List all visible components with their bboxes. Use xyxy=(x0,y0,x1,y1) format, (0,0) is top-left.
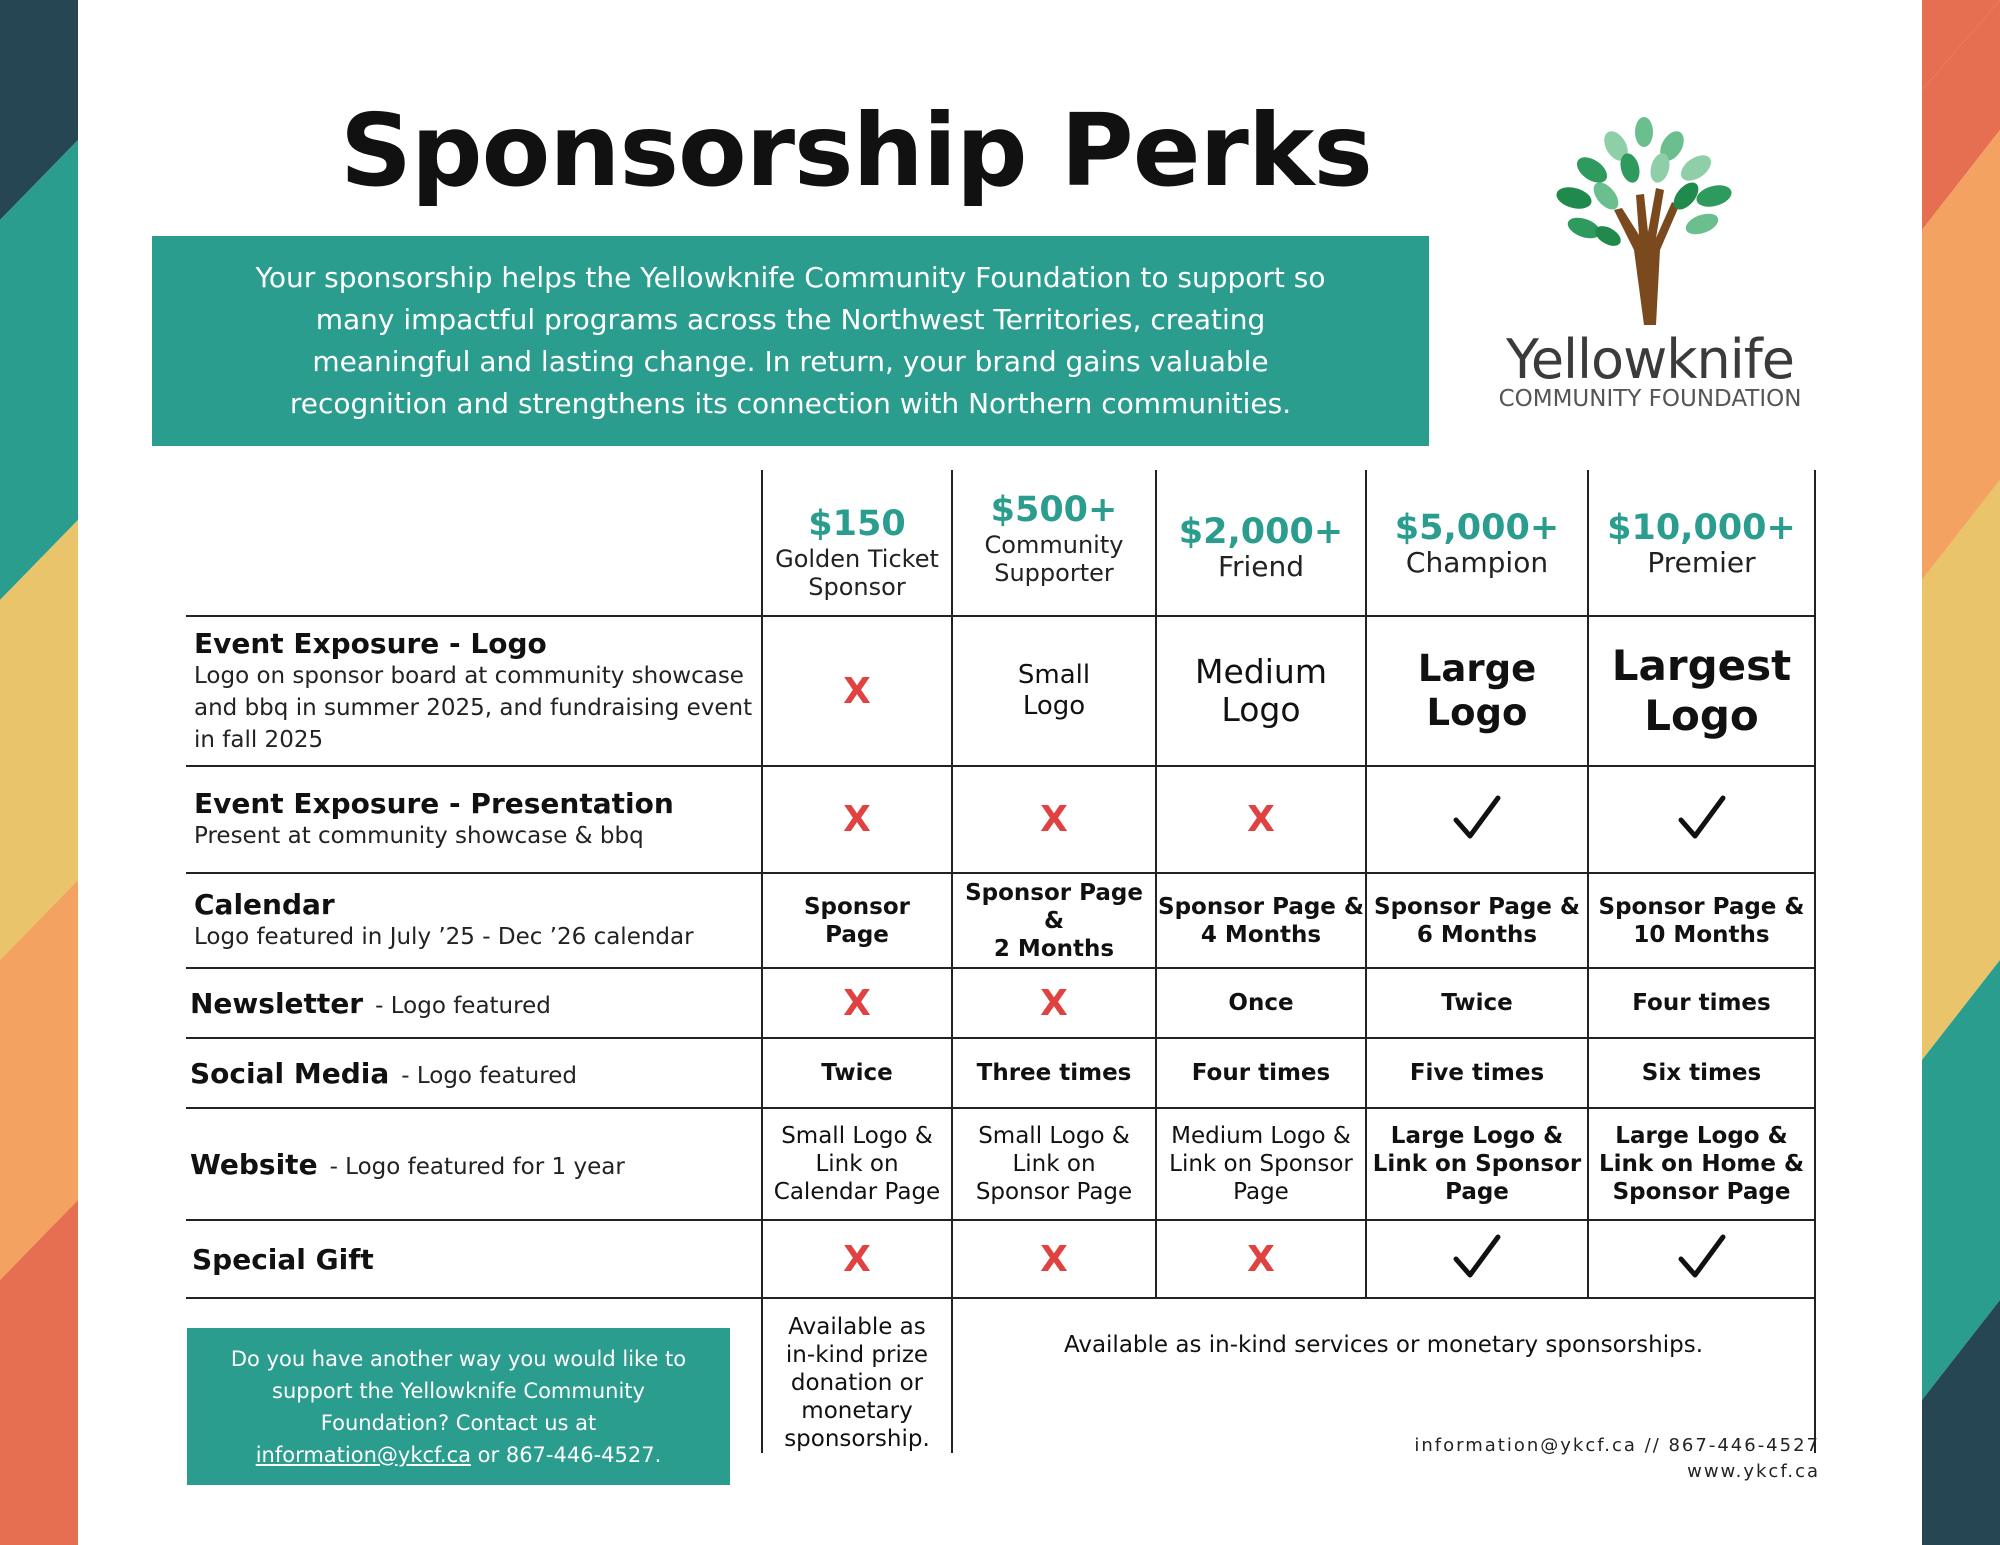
perk-cell xyxy=(1156,873,1366,968)
footer-email-phone: information@ykcf.ca // 867-446-4527 xyxy=(1414,1435,1820,1456)
tier-name: Golden Ticket xyxy=(775,545,939,573)
cell-text: Logo xyxy=(1221,690,1301,729)
perk-cell xyxy=(952,968,1156,1038)
x-mark-icon: X xyxy=(843,670,871,712)
cell-text: Sponsor Page & xyxy=(1598,893,1805,920)
perk-cell xyxy=(762,1108,952,1220)
contact-text: or 867-446-4527. xyxy=(471,1442,662,1467)
cell-text: Four times xyxy=(1632,990,1771,1016)
cell-text: Calendar Page xyxy=(773,1179,941,1205)
perk-cell xyxy=(1588,766,1815,873)
cell-text: Twice xyxy=(821,1060,893,1086)
row-title: Newsletter xyxy=(190,986,364,1020)
table-row xyxy=(186,766,1815,873)
tier-name: Supporter xyxy=(994,559,1114,587)
x-mark-icon: X xyxy=(1040,1238,1068,1280)
tree-hand-icon xyxy=(1544,110,1744,330)
cell-text: Medium Logo & xyxy=(1171,1123,1351,1149)
row-description: - Logo featured xyxy=(401,1062,577,1089)
perk-cell xyxy=(762,616,952,766)
cell-text: Link on Sponsor xyxy=(1372,1151,1582,1177)
row-description: Logo on sponsor board at community showcase and bbq in summer 2025, and fundraising event in fall 2025 xyxy=(194,662,753,753)
perk-cell xyxy=(952,1108,1156,1220)
cell-text: Large Logo & xyxy=(1615,1123,1788,1149)
perk-cell xyxy=(1588,968,1815,1038)
cell-text: Four times xyxy=(1191,1060,1331,1086)
page-title: Sponsorship Perks xyxy=(340,92,1372,209)
cell-text: Link on xyxy=(815,1151,899,1177)
perk-cell xyxy=(1588,616,1815,766)
row-label xyxy=(186,1038,762,1108)
perk-cell xyxy=(1588,1220,1815,1298)
cell-text: Sponsor Page xyxy=(1612,1179,1791,1205)
tier-price: $2,000+ xyxy=(1178,512,1344,552)
contact-text: Foundation? Contact us at xyxy=(320,1410,597,1435)
perk-cell xyxy=(762,968,952,1038)
row-label xyxy=(186,968,762,1038)
row-description: Logo featured in July ’25 - Dec ’26 calendar xyxy=(194,924,694,950)
footer-contact xyxy=(1414,1433,1820,1485)
tier-name: Sponsor xyxy=(808,573,906,601)
cell-text: Link on Sponsor xyxy=(1169,1151,1353,1177)
cell-text: Small Logo & xyxy=(978,1123,1130,1149)
left-stripe-decoration xyxy=(0,0,78,1545)
table-row xyxy=(186,873,1815,968)
row-title: Special Gift xyxy=(192,1242,374,1276)
cell-text: Sponsor Page & xyxy=(1158,893,1364,920)
cell-text: Logo xyxy=(1644,691,1759,740)
perk-cell xyxy=(1366,1038,1588,1108)
cell-text: 4 Months xyxy=(1200,921,1322,948)
availability-cell xyxy=(762,1298,952,1453)
tier-price: $500+ xyxy=(990,490,1118,530)
perk-cell xyxy=(1588,873,1815,968)
right-stripe-decoration xyxy=(1922,0,2000,1545)
cell-text: Link on xyxy=(1012,1151,1096,1177)
perk-cell xyxy=(1156,1108,1366,1220)
cell-text: monetary xyxy=(801,1398,913,1424)
perk-cell xyxy=(762,1038,952,1108)
cell-text: Link on Home & xyxy=(1598,1151,1805,1177)
cell-text: Five times xyxy=(1409,1060,1545,1086)
perk-cell xyxy=(762,1220,952,1298)
x-mark-icon: X xyxy=(843,1238,871,1280)
perk-cell xyxy=(1366,1108,1588,1220)
perk-cell xyxy=(1366,1220,1588,1298)
cell-text: Medium xyxy=(1195,652,1327,691)
perk-cell xyxy=(1156,1220,1366,1298)
row-description: Present at community showcase & bbq xyxy=(194,823,644,849)
contact-email-link[interactable]: information@ykcf.ca xyxy=(255,1442,471,1467)
cell-text: Sponsor Page xyxy=(975,1179,1133,1205)
perk-cell xyxy=(1156,1038,1366,1108)
availability-cell xyxy=(952,1298,1815,1453)
foundation-logo xyxy=(1470,110,1850,420)
table-row xyxy=(186,968,1815,1038)
perk-cell xyxy=(1366,873,1588,968)
cell-text: Page xyxy=(1445,1179,1509,1205)
table-row xyxy=(186,1038,1815,1108)
perk-cell xyxy=(762,873,952,968)
row-title: Event Exposure - Presentation xyxy=(194,787,674,820)
x-mark-icon: X xyxy=(1247,799,1275,840)
perk-cell xyxy=(952,616,1156,766)
tier-price: $10,000+ xyxy=(1607,508,1796,548)
logo-wordmark: Yellowknife xyxy=(1506,328,1794,391)
cell-text: Page xyxy=(825,921,889,948)
cell-text: Logo xyxy=(1022,691,1086,721)
intro-banner xyxy=(152,236,1429,446)
row-title: Social Media xyxy=(190,1056,390,1090)
cell-text: Twice xyxy=(1441,990,1513,1016)
cell-text: Largest xyxy=(1611,641,1792,690)
row-title: Event Exposure - Logo xyxy=(194,626,547,660)
table-row xyxy=(186,1108,1815,1220)
checkmark-icon xyxy=(1677,1233,1727,1281)
perk-cell xyxy=(1156,968,1366,1038)
tier-header xyxy=(1588,470,1815,616)
cell-text: Six times xyxy=(1641,1060,1762,1086)
header-blank xyxy=(186,470,762,616)
row-label xyxy=(186,873,762,968)
perk-cell xyxy=(952,873,1156,968)
cell-text: Sponsor Page & xyxy=(965,879,1143,934)
intro-text: Your sponsorship helps the Yellowknife Community Foundation to support so many impactful programs across the Northwest Territories, creating meaningful and lasting change. In return, your brand gains valuable recognition and strengthens its connection with Northern communities. xyxy=(255,261,1326,420)
checkmark-icon xyxy=(1677,794,1727,842)
perks-table xyxy=(186,470,1816,1453)
checkmark-icon xyxy=(1452,1233,1502,1281)
row-title: Calendar xyxy=(194,888,335,921)
contact-text: Do you have another way you would like to xyxy=(230,1346,687,1371)
cell-text: 2 Months xyxy=(993,935,1115,962)
cell-text: 6 Months xyxy=(1416,921,1538,948)
cell-text: Large xyxy=(1417,647,1537,690)
cell-text: Once xyxy=(1228,990,1294,1016)
row-description: - Logo featured for 1 year xyxy=(329,1153,625,1180)
cell-text: Sponsor Page & xyxy=(1374,893,1580,920)
perk-cell xyxy=(1366,616,1588,766)
x-mark-icon: X xyxy=(843,799,871,840)
tier-name: Champion xyxy=(1405,546,1549,579)
x-mark-icon: X xyxy=(843,982,871,1024)
perk-cell xyxy=(952,1220,1156,1298)
perk-cell xyxy=(762,766,952,873)
cell-text: in-kind prize xyxy=(785,1342,929,1368)
row-label xyxy=(186,1220,762,1298)
row-label xyxy=(186,1108,762,1220)
row-label xyxy=(186,616,762,766)
perk-cell xyxy=(952,1038,1156,1108)
cell-text: Small xyxy=(1017,660,1091,690)
tier-header xyxy=(1156,470,1366,616)
cell-text: Large Logo & xyxy=(1390,1123,1564,1149)
logo-subtitle: COMMUNITY FOUNDATION xyxy=(1498,386,1802,412)
x-mark-icon: X xyxy=(1040,982,1068,1024)
perk-cell xyxy=(1156,766,1366,873)
cell-text: Small Logo & xyxy=(781,1123,933,1149)
contact-box xyxy=(187,1328,730,1485)
tier-header xyxy=(952,470,1156,616)
cell-text: Sponsor xyxy=(803,893,911,920)
checkmark-icon xyxy=(1452,794,1502,842)
x-mark-icon: X xyxy=(1247,1238,1275,1280)
cell-text: Page xyxy=(1233,1179,1289,1205)
perk-cell xyxy=(1366,766,1588,873)
x-mark-icon: X xyxy=(1040,799,1068,840)
row-title: Website xyxy=(190,1147,318,1181)
tier-price: $150 xyxy=(808,504,906,544)
footer-website: www.ykcf.ca xyxy=(1687,1461,1820,1482)
perk-cell xyxy=(1366,968,1588,1038)
table-row xyxy=(186,616,1815,766)
perk-cell xyxy=(1156,616,1366,766)
cell-text: Three times xyxy=(976,1060,1132,1086)
tier-header xyxy=(1366,470,1588,616)
tier-name: Premier xyxy=(1647,546,1756,579)
row-description: - Logo featured xyxy=(375,992,551,1019)
perk-cell xyxy=(952,766,1156,873)
cell-text: Available as in-kind services or monetary sponsorships. xyxy=(1063,1332,1704,1358)
cell-text: sponsorship. xyxy=(784,1426,930,1452)
tier-price: $5,000+ xyxy=(1394,508,1560,548)
tier-name: Friend xyxy=(1217,550,1305,583)
perk-cell xyxy=(1588,1108,1815,1220)
cell-text: Logo xyxy=(1426,691,1528,734)
cell-text: Available as xyxy=(788,1314,926,1340)
cell-text: 10 Months xyxy=(1633,921,1770,948)
contact-text: support the Yellowknife Community xyxy=(272,1378,645,1403)
tier-header xyxy=(762,470,952,616)
tier-name: Community xyxy=(984,531,1124,559)
row-label xyxy=(186,766,762,873)
table-row xyxy=(186,1220,1815,1298)
perk-cell xyxy=(1588,1038,1815,1108)
cell-text: donation or xyxy=(790,1370,924,1396)
